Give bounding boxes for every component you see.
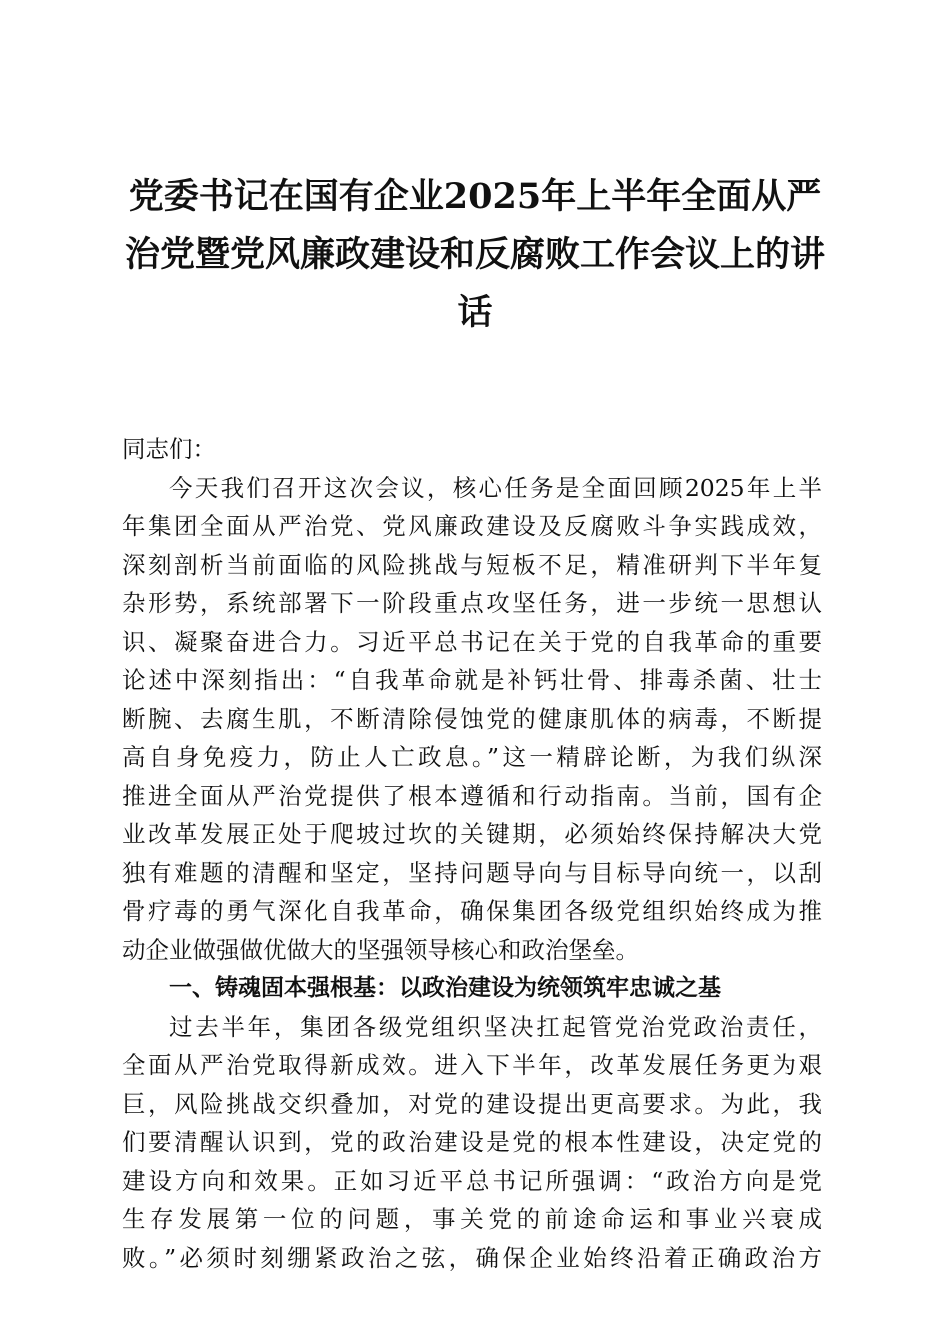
paragraph-1-line: 识、凝聚奋进合力。习近平总书记在关于党的自我革命的重要	[122, 627, 822, 656]
paragraph-2-line: 们要清醒认识到，党的政治建设是党的根本性建设，决定党的	[122, 1128, 822, 1156]
paragraph-1-line: 动企业做强做优做大的坚强领导核心和政治堡垒。	[122, 935, 639, 964]
paragraph-1-line: 断腕、去腐生肌，不断清除侵蚀党的健康肌体的病毒，不断提	[122, 704, 822, 733]
paragraph-1-line: 业改革发展正处于爬坡过坎的关键期，必须始终保持解决大党	[122, 820, 822, 848]
document-body	[122, 430, 822, 1277]
title-line-3: 话	[457, 292, 493, 333]
paragraph-2-line: 建设方向和效果。正如习近平总书记所强调：“政治方向是党	[122, 1166, 822, 1195]
paragraph-1-line: 深刻剖析当前面临的风险挑战与短板不足，精准研判下半年复	[122, 550, 822, 579]
paragraph-2-line: 生存发展第一位的问题，事关党的前途命运和事业兴衰成	[122, 1205, 822, 1233]
paragraph-1	[122, 469, 822, 970]
paragraph-2	[122, 1008, 822, 1278]
paragraph-2-line: 过去半年，集团各级党组织坚决扛起管党治党政治责任，	[169, 1012, 822, 1041]
paragraph-1-line: 杂形势，系统部署下一阶段重点攻坚任务，进一步统一思想认	[122, 589, 822, 617]
salutation: 同志们：	[122, 435, 216, 463]
paragraph-1-line: 今天我们召开这次会议，核心任务是全面回顾2025年上半	[169, 473, 822, 502]
paragraph-2-line: 巨，风险挑战交织叠加，对党的建设提出更高要求。为此，我	[122, 1089, 822, 1118]
paragraph-1-line: 论述中深刻指出：“自我革命就是补钙壮骨、排毒杀菌、壮士	[122, 666, 822, 694]
section-heading-1: 一、铸魂固本强根基：以政治建设为统领筑牢忠诚之基	[169, 975, 721, 1001]
paragraph-1-line: 高自身免疫力，防止人亡政息。”这一精辟论断，为我们纵深	[122, 743, 822, 771]
paragraph-2-line: 败。”必须时刻绷紧政治之弦，确保企业始终沿着正确政治方	[122, 1243, 822, 1272]
title-line-1: 党委书记在国有企业2025年上半年全面从严	[128, 176, 822, 217]
title-line-2: 治党暨党风廉政建设和反腐败工作会议上的讲	[124, 234, 825, 275]
paragraph-2-line: 全面从严治党取得新成效。进入下半年，改革发展任务更为艰	[122, 1051, 822, 1079]
paragraph-1-line: 年集团全面从严治党、党风廉政建设及反腐败斗争实践成效，	[122, 512, 822, 540]
document-title	[110, 168, 840, 342]
paragraph-1-line: 独有难题的清醒和坚定，坚持问题导向与目标导向统一，以刮	[122, 858, 822, 887]
paragraph-1-line: 骨疗毒的勇气深化自我革命，确保集团各级党组织始终成为推	[122, 897, 822, 925]
paragraph-1-line: 推进全面从严治党提供了根本遵循和行动指南。当前，国有企	[122, 781, 822, 810]
